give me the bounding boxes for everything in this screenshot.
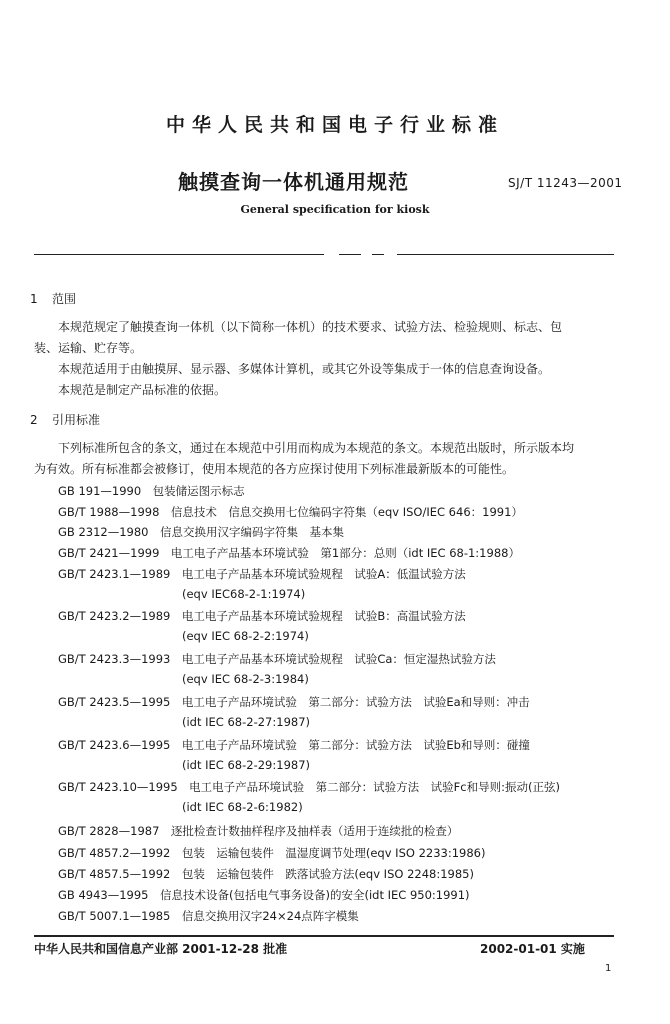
reference-item: GB/T 2423.1—1989 电工电子产品基本环境试验规程 试验A：低温试验方法 (58, 567, 466, 581)
section-2-number: 2 (30, 413, 38, 427)
reference-item: GB/T 2423.10—1995 电工电子产品环境试验 第二部分：试验方法 试验Fc和导则:振动(正弦) (58, 780, 560, 794)
reference-item-equivalence: (eqv IEC68-2-1:1974) (182, 587, 306, 601)
reference-item: GB/T 4857.5—1992 包装 运输包装件 跌落试验方法(eqv ISO 2248:1985) (58, 867, 474, 881)
section-1-title: 范围 (52, 292, 77, 306)
scope-para-1-line-1: 本规范规定了触摸查询一体机（以下简称一体机）的技术要求、试验方法、检验规则、标志、包 (58, 320, 563, 334)
scope-para-1-line-2: 装、运输、贮存等。 (34, 341, 143, 355)
reference-item: GB/T 2423.3—1993 电工电子产品基本环境试验规程 试验Ca：恒定湿热试验方法 (58, 652, 496, 666)
reference-item-equivalence: (eqv IEC 68-2-3:1984) (182, 672, 309, 686)
reference-item: GB 191—1990 包装储运图示标志 (58, 484, 245, 498)
reference-item: GB 4943—1995 信息技术设备(包括电气事务设备)的安全(idt IEC 950:1991) (58, 888, 470, 902)
reference-item: GB/T 2423.6—1995 电工电子产品环境试验 第二部分：试验方法 试验Eb和导则：碰撞 (58, 738, 530, 752)
references-intro-line-2: 为有效。所有标准都会被修订，使用本规范的各方应探讨使用下列标准最新版本的可能性。 (34, 462, 515, 476)
reference-item: GB/T 2421—1999 电工电子产品基本环境试验 第1部分：总则（idt IEC 68-1:1988） (58, 546, 520, 560)
header-divider (34, 254, 614, 256)
reference-item-equivalence: (idt IEC 68-2-6:1982) (182, 800, 303, 814)
standard-title: 触摸查询一体机通用规范 (178, 170, 409, 194)
reference-item-equivalence: (eqv IEC 68-2-2:1974) (182, 629, 309, 643)
references-intro-line-1: 下列标准所包含的条文，通过在本规范中引用而构成为本规范的条文。本规范出版时，所示版本均 (58, 441, 575, 455)
standard-number: SJ/T 11243—2001 (508, 176, 623, 190)
scope-para-2: 本规范适用于由触摸屏、显示器、多媒体计算机，或其它外设等集成于一体的信息查询设备。 (58, 362, 551, 376)
reference-item-equivalence: (idt IEC 68-2-29:1987) (182, 758, 310, 772)
issue-statement: 中华人民共和国信息产业部 2001-12-28 批准 (34, 942, 288, 956)
reference-item-equivalence: (idt IEC 68-2-27:1987) (182, 715, 310, 729)
industry-standard-title: 中华人民共和国电子行业标准 (165, 114, 504, 136)
reference-item: GB/T 2423.5—1995 电工电子产品环境试验 第二部分：试验方法 试验Ea和导则：冲击 (58, 695, 530, 709)
divider-segment-mid-a (339, 254, 361, 255)
english-title: General specification for kiosk (240, 203, 430, 216)
section-2-heading (30, 411, 100, 428)
reference-item: GB/T 1988—1998 信息技术 信息交换用七位编码字符集（eqv ISO/IEC 646：1991） (58, 505, 523, 519)
page-number: 1 (605, 963, 612, 974)
reference-item: GB/T 5007.1—1985 信息交换用汉字24×24点阵字模集 (58, 909, 359, 923)
section-2-title: 引用标准 (52, 413, 101, 427)
scope-para-3: 本规范是制定产品标准的依据。 (58, 383, 227, 397)
implementation-date: 2002-01-01 实施 (480, 942, 585, 956)
section-1-heading (30, 290, 76, 307)
divider-segment-left (34, 254, 324, 255)
reference-item: GB/T 2423.2—1989 电工电子产品基本环境试验规程 试验B：高温试验方法 (58, 609, 466, 623)
divider-segment-right (397, 254, 614, 255)
section-1-number: 1 (30, 292, 38, 306)
reference-item: GB 2312—1980 信息交换用汉字编码字符集 基本集 (58, 525, 344, 539)
reference-item: GB/T 2828—1987 逐批检查计数抽样程序及抽样表（适用于连续批的检查） (58, 824, 459, 838)
footer-divider (34, 935, 614, 937)
divider-segment-mid-b (372, 254, 384, 255)
reference-item: GB/T 4857.2—1992 包装 运输包装件 温湿度调节处理(eqv ISO 2233:1986) (58, 846, 486, 860)
